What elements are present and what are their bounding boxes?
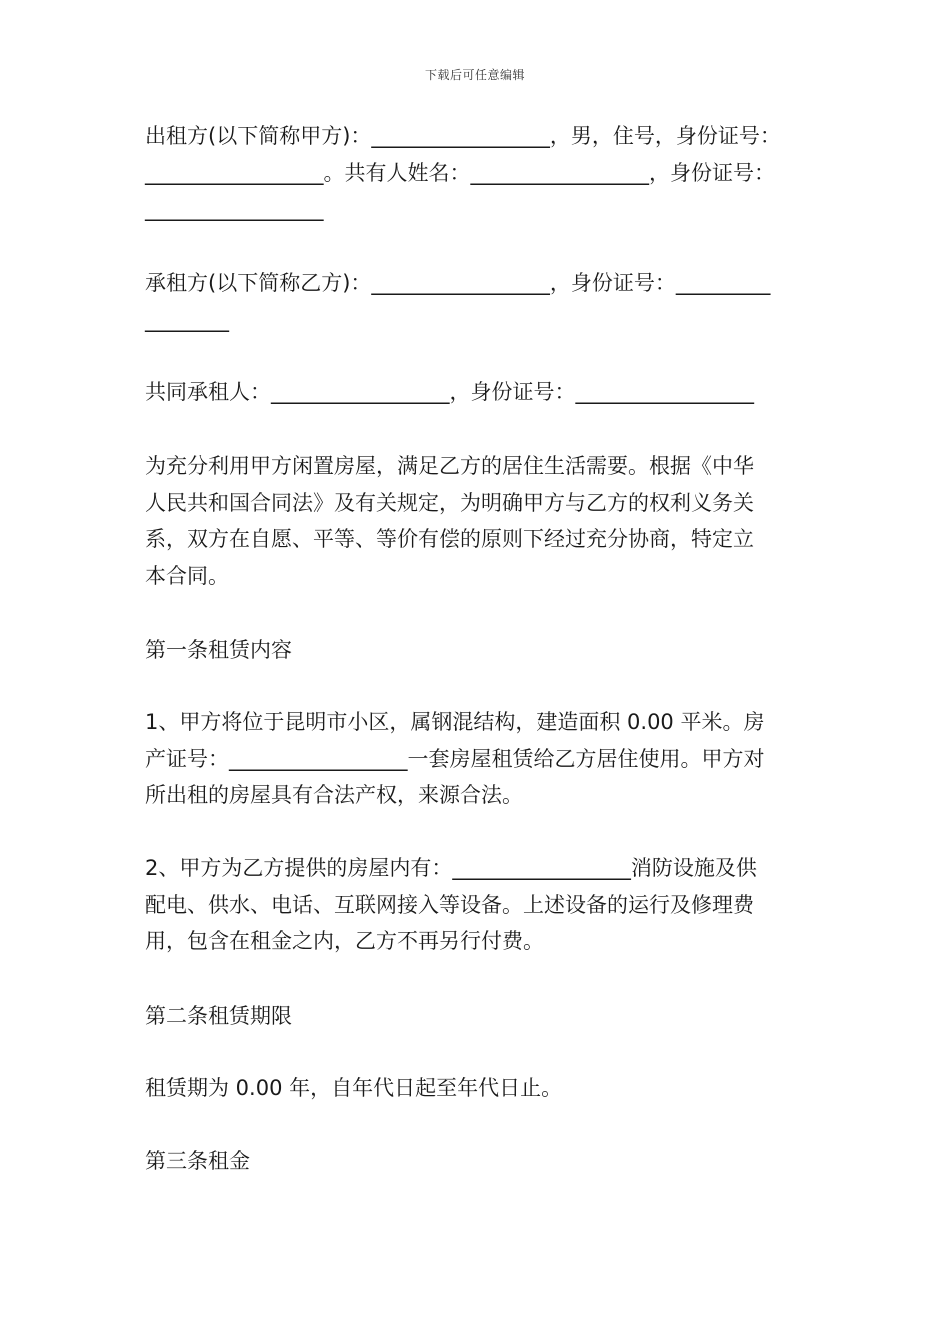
text-line: 所出租的房屋具有合法产权，来源合法。 (145, 783, 523, 807)
lease-term-paragraph (145, 1070, 562, 1107)
article-2-heading (145, 998, 292, 1035)
text-line: 2、甲方为乙方提供的房屋内有：_________________消防设施及供 (145, 856, 757, 880)
text-line: 系，双方在自愿、平等、等价有偿的原则下经过充分协商，特定立 (145, 527, 754, 551)
text-line: 为充分利用甲方闲置房屋，满足乙方的居住生活需要。根据《中华 (145, 454, 754, 478)
page-header: 下载后可任意编辑 (424, 68, 525, 82)
text-line: 人民共和国合同法》及有关规定，为明确甲方与乙方的权利义务关 (145, 490, 754, 515)
text-line: 第三条租金 (145, 1149, 250, 1173)
text-line: 租赁期为 0.00 年，自年代日起至年代日止。 (145, 1076, 563, 1100)
lessor-info-paragraph (145, 118, 781, 228)
text-line: 本合同。 (145, 563, 229, 588)
article-3-heading (145, 1143, 250, 1180)
co-lessee-paragraph (145, 374, 754, 411)
text-line: 共同承租人：_________________，身份证号：_________________ (145, 380, 754, 404)
text-line: _________________。共有人姓名：_________________，身份证号： (145, 160, 775, 185)
text-line: 承租方(以下简称乙方)：_________________，身份证号：_________ (145, 271, 771, 295)
text-line: 出租方(以下简称甲方)：_________________，男，住号，身份证号： (145, 124, 781, 148)
lessee-info-paragraph (145, 265, 770, 338)
text-line: 配电、供水、电话、互联网接入等设备。上述设备的运行及修理费 (145, 892, 754, 917)
article-1-item-1 (145, 704, 765, 814)
text-line: 1、甲方将位于昆明市小区，属钢混结构，建造面积 0.00 平米。房 (145, 710, 765, 734)
text-line: 第二条租赁期限 (145, 1004, 292, 1028)
article-1-item-2 (145, 850, 757, 960)
text-line: _________________ (145, 197, 324, 221)
preamble-paragraph (145, 448, 754, 594)
text-line: 第一条租赁内容 (145, 638, 292, 662)
text-line: ________ (145, 307, 229, 332)
text-line: 用，包含在租金之内，乙方不再另行付费。 (145, 929, 544, 953)
article-1-heading (145, 632, 292, 669)
text-line: 产证号：_________________一套房屋租赁给乙方居住使用。甲方对 (145, 746, 765, 771)
